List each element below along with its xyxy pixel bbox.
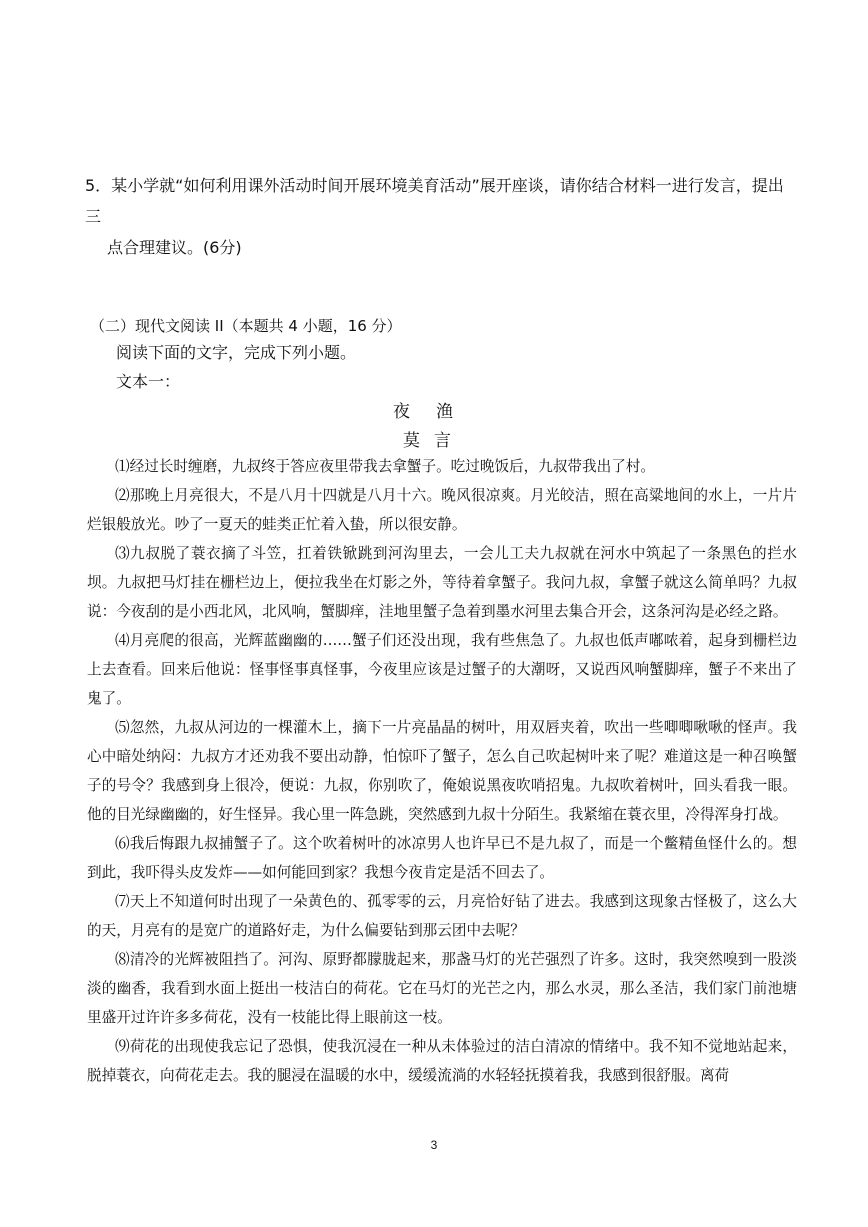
reading-instruction: 阅读下面的文字，完成下列小题。 [116,343,357,362]
article-author: 莫言 [403,431,465,451]
paragraph-4: ⑷月亮爬的很高，光辉蓝幽幽的……蟹子们还没出现，我有些焦急了。九叔也低声嘟哝着，起身到栅栏边上去查看。回来后他说：怪事怪事真怪事，今夜里应该是过蟹子的大潮呀，又说西风响蟹脚痒，蟹子不来出了鬼了。 [87,632,797,707]
paragraph-6: ⑹我后悔跟九叔捕蟹子了。这个吹着树叶的冰凉男人也许早已不是九叔了，而是一个鳖精鱼怪什么的。想到此，我吓得头皮发炸——如何能回到家？我想今夜肯定是活不回去了。 [87,835,797,881]
paragraph-7: ⑺天上不知道何时出现了一朵黄色的、孤零零的云，月亮恰好钻了进去。我感到这现象古怪极了，这么大的天，月亮有的是宽广的道路好走，为什么偏要钻到那云团中去呢？ [87,893,797,939]
question-5-line-1: 5．某小学就“如何利用课外活动时间开展环境美育活动”展开座谈，请你结合材料一进行发言，提出三 [85,176,784,226]
text-label: 文本一： [116,372,181,391]
paragraph-9: ⑼荷花的出现使我忘记了恐惧，使我沉浸在一种从未体验过的洁白清凉的情绪中。我不知不觉地站起来，脱掉蓑衣，向荷花走去。我的腿浸在温暖的水中，缓缓流淌的水轻轻抚摸着我，我感到很舒服。离荷 [87,1038,797,1084]
question-5 [85,170,795,263]
paragraph-3: ⑶九叔脱了蓑衣摘了斗笠，扛着铁锨跳到河沟里去，一会儿工夫九叔就在河水中筑起了一条黑色的拦水坝。九叔把马灯挂在栅栏边上，便拉我坐在灯影之外，等待着拿蟹子。我问九叔，拿蟹子就这么简单吗？九叔说：今夜刮的是小西北风，北风响，蟹脚痒，洼地里蟹子急着到墨水河里去集合开会，这条河沟是必经之路。 [87,545,797,620]
paragraph-5: ⑸忽然，九叔从河边的一棵灌木上，摘下一片亮晶晶的树叶，用双唇夹着，吹出一些唧唧啾啾的怪声。我心中暗处纳闷：九叔方才还劝我不要出动静，怕惊吓了蟹子，怎么自己吹起树叶来了呢？难道这是一种召唤蟹子的号令？我感到身上很冷，便说：九叔，你别吹了，俺娘说黑夜吹哨招鬼。九叔吹着树叶，回头看我一眼。他的目光绿幽幽的，好生怪异。我心里一阵急跳，突然感到九叔十分陌生。我紧缩在蓑衣里，冷得浑身打战。 [87,719,797,823]
article-title: 夜渔 [393,402,479,422]
paragraph-1: ⑴经过长时缠磨，九叔终于答应夜里带我去拿蟹子。吃过晚饭后，九叔带我出了村。 [115,458,655,475]
article-body [87,452,797,1090]
page-number: 3 [430,1138,438,1152]
section-heading: （二）现代文阅读 II（本题共 4 小题，16 分） [90,317,402,335]
paragraph-8: ⑻清冷的光辉被阻挡了。河沟、原野都朦胧起来，那盏马灯的光芒强烈了许多。这时，我突然嗅到一股淡淡的幽香，我看到水面上挺出一枝洁白的荷花。它在马灯的光芒之内，那么水灵，那么圣洁，我们家门前池塘里盛开过许许多多荷花，没有一枝能比得上眼前这一枝。 [87,951,797,1026]
paragraph-2: ⑵那晚上月亮很大，不是八月十四就是八月十六。晚风很凉爽。月光皎洁，照在高粱地间的水上，一片片烂银般放光。吵了一夏天的蛙类正忙着入蛰，所以很安静。 [87,487,797,533]
question-5-line-2: 点合理建议。(6分) [107,238,242,257]
